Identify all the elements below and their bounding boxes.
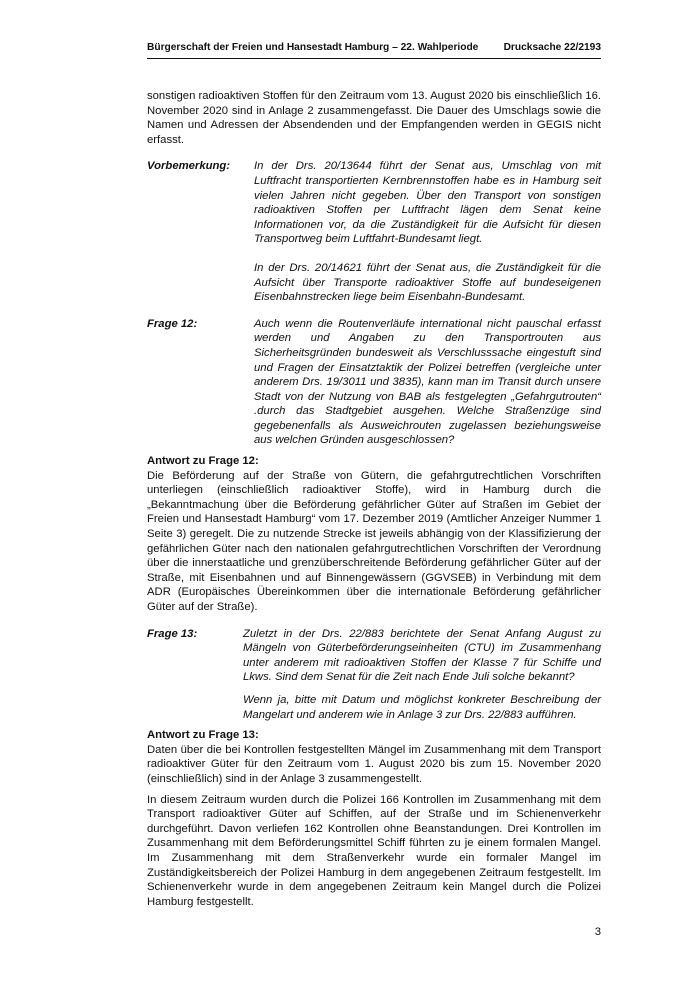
page-number: 3 bbox=[594, 926, 601, 938]
frage-12-label: Frage 12: bbox=[147, 317, 198, 330]
header-parliament-title: Bürgerschaft der Freien und Hansestadt Hamburg – 22. Wahlperiode bbox=[147, 42, 479, 53]
intro-paragraph: sonstigen radioaktiven Stoffen für den Zeitraum vom 13. August 2020 bis einschließlich 16. November 2020 sind in Anlage 2 zusammengefasst. Die Dauer des Umschlags sowie die Namen und Adressen der Absendenden und der Empfangenden werden in GEGIS nicht erfasst. bbox=[147, 90, 601, 146]
frage-12-text bbox=[254, 317, 601, 448]
vorbemerkung-block bbox=[147, 159, 601, 304]
vorbemerkung-paragraph-2: In der Drs. 20/14621 führt der Senat aus, die Zuständigkeit für die Aufsicht über Transporte radioaktiver Stoffe auf bundeseigenen Eisenbahnstrecken liege beim Eisenbahn-Bundesamt. bbox=[254, 261, 601, 304]
frage-12-block bbox=[147, 317, 601, 448]
frage-13-paragraph-2: Wenn ja, bitte mit Datum und möglichst konkreter Beschreibung der Mangelart und anderem wie in Anlage 3 zur Drs. 22/883 aufführen. bbox=[243, 693, 601, 721]
header-document-number: Drucksache 22/2193 bbox=[503, 42, 601, 53]
frage-13-text bbox=[243, 627, 601, 723]
antwort-13-heading: Antwort zu Frage 13: bbox=[147, 729, 259, 742]
vorbemerkung-text bbox=[254, 159, 601, 304]
antwort-12-paragraph: Die Beförderung auf der Straße von Gütern, die gefahrgutrechtlichen Vorschriften unterliegen (einschließlich radioaktiver Stoffe), wird in Hamburg durch die „Bekanntmachung über die Beförderung gefährlicher Güter auf Straßen im Gebiet der Freien und Hansestadt Hamburg“ vom 17. Dezember 2019 (Amtlicher Anzeiger Nummer 1 Seite 3) geregelt. Die zu nutzende Strecke ist jeweils abhängig von der Klassifizierung der gefährlichen Güter nach den nationalen gefahrgutrechtlichen Vorschriften der Verordnung über die innerstaatliche und grenzüberschreitende Beförderung gefährlicher Güter auf der Straße, mit Eisenbahnen und auf Binnengewässern (GGVSEB) in Verbindung mit dem ADR (Europäisches Übereinkommen über die internationale Beförderung gefährlicher Güter auf der Straße). bbox=[147, 469, 601, 613]
vorbemerkung-paragraph-1: In der Drs. 20/13644 führt der Senat aus, Umschlag von mit Luftfracht transportierten Kernbrennstoffen habe es in Hamburg seit vielen Jahren nicht gegeben. Über den Transport von sonstigen radioaktiven Stoffen per Luftfracht lägen dem Senat keine Informationen vor, da die Zuständigkeit für die Aufsicht für diesen Transportweg beim Luftfahrt-Bundesamt liegt. bbox=[254, 160, 601, 246]
frage-13-label: Frage 13: bbox=[147, 627, 198, 640]
antwort-12-heading: Antwort zu Frage 12: bbox=[147, 455, 259, 468]
page-header bbox=[147, 42, 601, 59]
page-content bbox=[147, 89, 601, 909]
antwort-13-paragraph-2: In diesem Zeitraum wurden durch die Polizei 166 Kontrollen im Zusammenhang mit dem Transport radioaktiver Güter auf Schiffen, auf der Straße und im Schienenverkehr durchgeführt. Davon verliefen 162 Kontrollen ohne Beanstandungen. Drei Kontrollen im Zusammenhang mit dem Beförderungsmittel Schiff führten zu je einem formalen Mangel. Im Zusammenhang mit dem Straßenverkehr wurde ein formaler Mangel im Zuständigkeitsbereich der Polizei Hamburg in dem angegebenen Zeitraum festgestellt. Im Schienenverkehr wurde in dem angegebenen Zeitraum kein Mangel durch die Polizei Hamburg festgestellt. bbox=[147, 793, 601, 908]
frage-13-block bbox=[147, 627, 601, 723]
antwort-13-paragraph-1: Daten über die bei Kontrollen festgestellten Mängel im Zusammenhang mit dem Transport radioaktiver Güter für den Zeitraum vom 1. August 2020 bis zum 15. November 2020 (einschließlich) sind in der Anlage 3 zusammengestellt. bbox=[147, 743, 601, 785]
vorbemerkung-label: Vorbemerkung: bbox=[147, 160, 231, 173]
frage-12-paragraph: Auch wenn die Routenverläufe international nicht pauschal erfasst werden und Angaben zu den Transportrouten aus Sicherheitsgründen bundesweit als Verschlusssache eingestuft sind und Fragen der Einsatztaktik der Polizei betreffen (vergleiche unter anderem Drs. 19/3011 und 3835), kann man im Transit durch unsere Stadt von der Nutzung von BAB als festgelegten „Gefahrgutrouten“ .durch das Stadtgebiet ausgehen. Welche Straßenzüge sind gegebenenfalls als Ausweichrouten zugelassen beziehungsweise aus welchen Gründen ausgeschlossen? bbox=[254, 317, 601, 447]
frage-13-paragraph-1: Zuletzt in der Drs. 22/883 berichtete der Senat Anfang August zu Mängeln von Güterbeförderungseinheiten (CTU) im Zusammenhang unter anderem mit radioaktiven Stoffen der Klasse 7 für Schiffe und Lkws. Sind dem Senat für die Zeit nach Ende Juli solche bekannt? bbox=[243, 627, 601, 684]
